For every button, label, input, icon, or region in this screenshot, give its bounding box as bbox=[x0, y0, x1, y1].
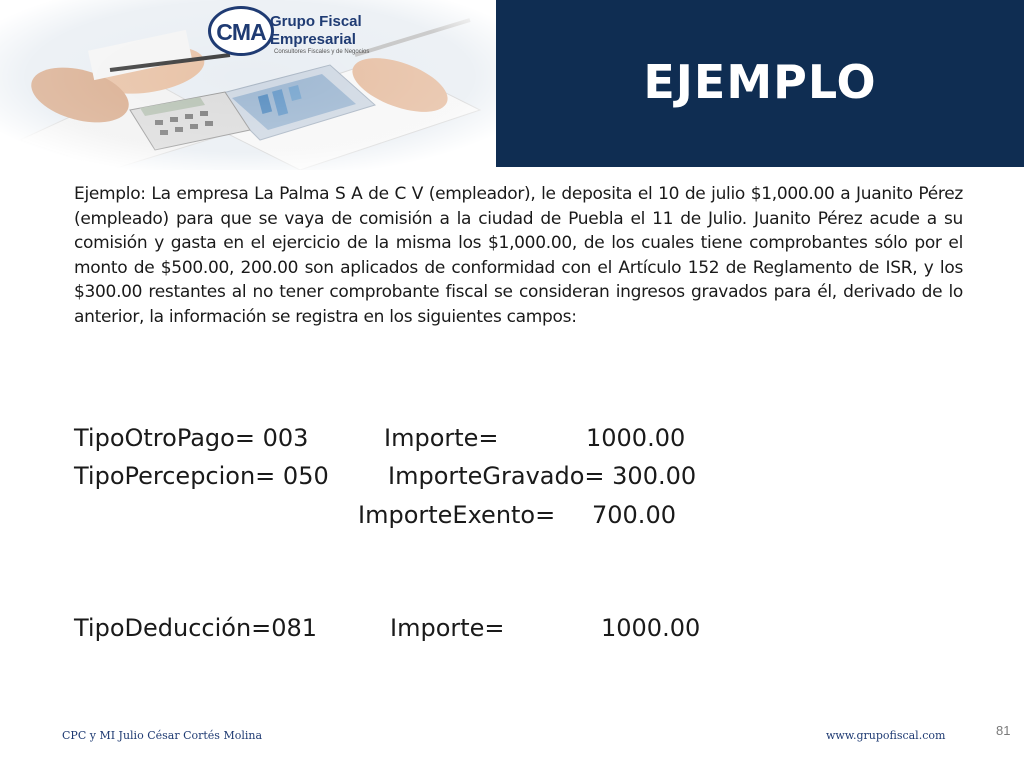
percepcion-type: TipoPercepcion= 050 bbox=[74, 462, 329, 490]
deduccion-amount-label: Importe= bbox=[390, 614, 505, 642]
logo-mark: CMA bbox=[208, 6, 274, 56]
footer-website: www.grupofiscal.com bbox=[826, 729, 946, 742]
deduccion-amount-value: 1000.00 bbox=[601, 614, 701, 642]
otro-pago-amount-value: 1000.00 bbox=[586, 424, 686, 452]
otro-pago-amount-label: Importe= bbox=[384, 424, 499, 452]
importe-exento-label: ImporteExento= bbox=[358, 501, 556, 529]
otro-pago-type: TipoOtroPago= 003 bbox=[74, 424, 309, 452]
page-number: 81 bbox=[996, 723, 1011, 738]
importe-gravado: ImporteGravado= 300.00 bbox=[388, 462, 697, 490]
example-paragraph: Ejemplo: La empresa La Palma S A de C V (empleador), le deposita el 10 de julio $1,000.00 a Juanito Pérez (empleado) para que se vaya de comisión a la ciudad de Puebla el 11 de Julio. Juanito Pérez acude a su comisión y gasta en el ejercicio de la misma los $1,000.00, de los cuales tiene comprobantes sólo por el monto de $500.00, 200.00 son aplicados de conformidad con el Artículo 152 de Reglamento de ISR, y los $300.00 restantes al no tener comprobante fiscal se consideran ingresos gravados para él, derivado de lo anterior, la información se registra en los siguientes campos: bbox=[74, 184, 963, 327]
slide-title: EJEMPLO bbox=[643, 55, 877, 109]
footer-author: CPC y MI Julio César Cortés Molina bbox=[62, 729, 263, 742]
logo-text-line1: Grupo Fiscal bbox=[270, 13, 362, 30]
title-banner bbox=[496, 0, 1024, 167]
company-logo bbox=[208, 4, 370, 60]
logo-tagline: Consultores Fiscales y de Negocios bbox=[274, 49, 370, 55]
deduccion-type: TipoDeducción=081 bbox=[74, 614, 318, 642]
importe-exento-value: 700.00 bbox=[592, 501, 676, 529]
logo-text-line2: Empresarial bbox=[270, 31, 356, 48]
